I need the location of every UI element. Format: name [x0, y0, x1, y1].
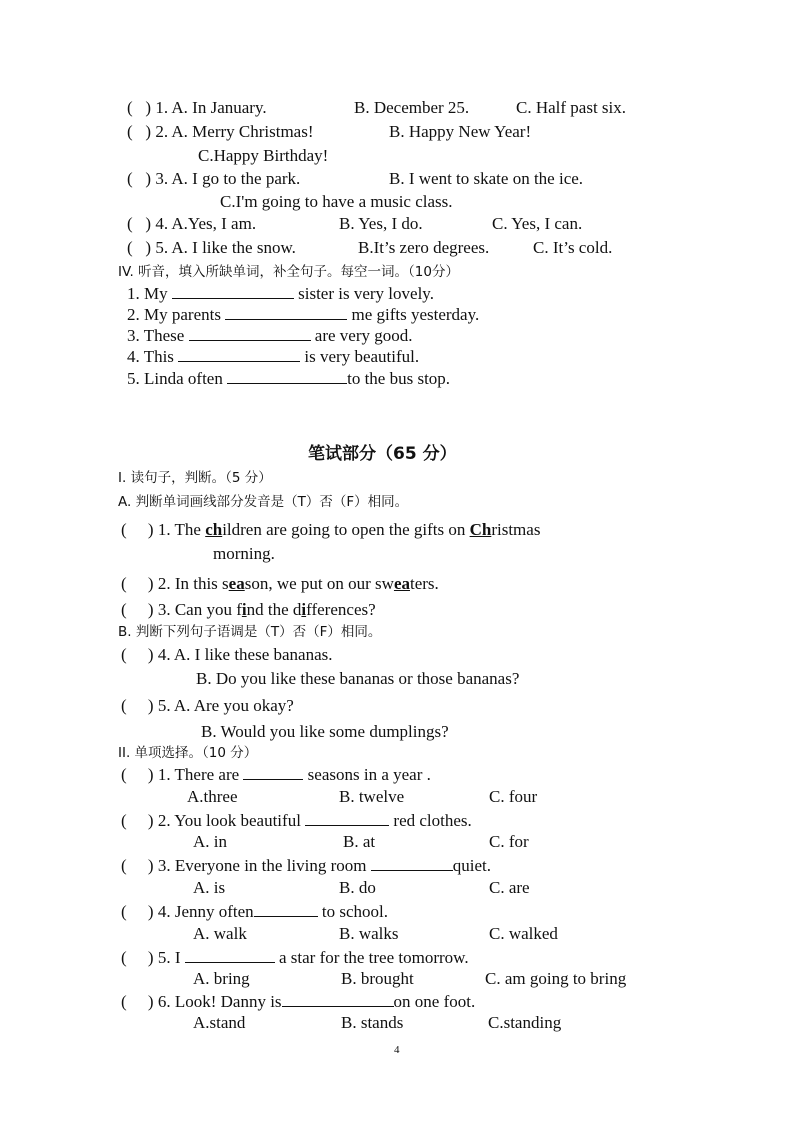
fill-item-1	[127, 283, 434, 304]
fill-item-pre: 5. Linda often	[127, 369, 223, 388]
a1-line1	[121, 520, 540, 540]
answer-blank[interactable]	[227, 368, 347, 384]
q5-option-b: B.It’s zero degrees.	[358, 238, 490, 257]
answer-blank[interactable]	[185, 947, 275, 963]
page-number: 4	[394, 1044, 400, 1056]
fill-item-post: me gifts yesterday.	[351, 305, 480, 324]
mc2-option-b: B. at	[343, 832, 376, 851]
mc3-option-b: B. do	[339, 878, 376, 897]
mc6-option-b: B. stands	[341, 1013, 404, 1032]
a3-text: nd the d	[246, 600, 302, 619]
section2-heading: II. 单项选择。（10 分）	[118, 745, 258, 761]
underlined-part: ea	[393, 574, 410, 593]
fill-item-3	[127, 325, 413, 346]
sectionB-heading: B. 判断下列句子语调是（T）否（F）相同。	[118, 624, 382, 640]
a3-text: fferences?	[306, 600, 376, 619]
q1-option-c: C. Half past six.	[516, 98, 627, 117]
fill-item-4	[127, 346, 419, 367]
sectionA-heading: A. 判断单词画线部分发音是（T）否（F）相同。	[118, 494, 409, 510]
mc4-option-a: A. walk	[193, 924, 247, 943]
mc2-option-a: A. in	[193, 832, 227, 851]
mc1-option-a: A.three	[187, 787, 238, 806]
underlined-part: i	[301, 600, 307, 619]
mc-post: on one foot.	[393, 992, 476, 1011]
q5-option-c: C. It’s cold.	[533, 238, 613, 257]
q1-option-b: B. December 25.	[354, 98, 470, 117]
mc4-stem	[121, 901, 388, 922]
mc-pre: ( ) 6. Look! Danny is	[121, 992, 282, 1011]
mc6-option-c: C.standing	[488, 1013, 562, 1032]
mc5-stem	[121, 947, 469, 968]
part4-heading: IV. 听音，填入所缺单词，补全句子。每空一词。（10分）	[118, 264, 459, 280]
q3-stem: ( ) 3. A. I go to the park.	[127, 169, 301, 188]
mc4-option-c: C. walked	[489, 924, 558, 943]
a2-line	[121, 574, 439, 594]
fill-item-5	[127, 368, 450, 389]
fill-item-pre: 4. This	[127, 347, 174, 366]
mc3-stem	[121, 855, 491, 876]
mc6-option-a: A.stand	[193, 1013, 246, 1032]
q4-option-c: C. Yes, I can.	[492, 214, 583, 233]
underlined-part: Ch	[469, 520, 492, 539]
answer-blank[interactable]	[225, 304, 347, 320]
fill-item-post: to the bus stop.	[347, 369, 451, 388]
answer-blank[interactable]	[254, 901, 318, 917]
mc-post: a star for the tree tomorrow.	[278, 948, 469, 967]
q2-option-c: C.Happy Birthday!	[198, 146, 329, 165]
q3-option-c: C.I'm going to have a music class.	[220, 192, 453, 211]
b4-line2: B. Do you like these bananas or those bananas?	[196, 669, 520, 688]
a3-line	[121, 600, 376, 620]
q2-stem: ( ) 2. A. Merry Christmas!	[127, 122, 314, 141]
a3-text: ( ) 3. Can you f	[121, 600, 242, 619]
fill-item-post: are very good.	[314, 326, 413, 345]
mc-post: red clothes.	[393, 811, 472, 830]
mc1-option-b: B. twelve	[339, 787, 405, 806]
mc-pre: ( ) 1. There are	[121, 765, 240, 784]
fill-item-pre: 2. My parents	[127, 305, 221, 324]
mc2-stem	[121, 810, 472, 831]
answer-blank[interactable]	[282, 991, 394, 1007]
q4-option-b: B. Yes, I do.	[339, 214, 423, 233]
b4-line1: ( ) 4. A. I like these bananas.	[121, 645, 333, 664]
mc-post: quiet.	[452, 856, 492, 875]
mc-pre: ( ) 2. You look beautiful	[121, 811, 301, 830]
mc4-option-b: B. walks	[339, 924, 399, 943]
underlined-part: ch	[205, 520, 223, 539]
mc5-option-a: A. bring	[193, 969, 250, 988]
fill-item-post: sister is very lovely.	[298, 284, 434, 303]
mc-pre: ( ) 3. Everyone in the living room	[121, 856, 367, 875]
a2-text: son, we put on our sw	[244, 574, 394, 593]
fill-item-pre: 3. These	[127, 326, 185, 345]
fill-item-post: is very beautiful.	[304, 347, 420, 366]
answer-blank[interactable]	[243, 764, 303, 780]
a2-text: ( ) 2. In this s	[121, 574, 229, 593]
mc1-option-c: C. four	[489, 787, 538, 806]
a2-text: ters.	[409, 574, 439, 593]
a1-text: ristmas	[491, 520, 541, 539]
written-section-title: 笔试部分（65 分）	[308, 444, 457, 464]
a1-text: ( ) 1. The	[121, 520, 206, 539]
answer-blank[interactable]	[371, 855, 453, 871]
mc-post: to school.	[321, 902, 389, 921]
a1-text: ildren are going to open the gifts on	[222, 520, 470, 539]
q4-stem: ( ) 4. A.Yes, I am.	[127, 214, 257, 233]
mc3-option-a: A. is	[193, 878, 226, 897]
mc5-option-c: C. am going to bring	[485, 969, 627, 988]
mc2-option-c: C. for	[489, 832, 529, 851]
b5-line2: B. Would you like some dumplings?	[201, 722, 449, 741]
answer-blank[interactable]	[305, 810, 389, 826]
q2-option-b: B. Happy New Year!	[389, 122, 532, 141]
b5-line1: ( ) 5. A. Are you okay?	[121, 696, 294, 715]
fill-item-pre: 1. My	[127, 284, 168, 303]
underlined-part: ea	[228, 574, 245, 593]
mc3-option-c: C. are	[489, 878, 530, 897]
a1-line2: morning.	[213, 544, 275, 563]
fill-item-2	[127, 304, 479, 325]
mc-pre: ( ) 5. I	[121, 948, 181, 967]
answer-blank[interactable]	[189, 325, 311, 341]
q3-option-b: B. I went to skate on the ice.	[389, 169, 584, 188]
q1-stem: ( ) 1. A. In January.	[127, 98, 267, 117]
mc6-stem	[121, 991, 475, 1012]
mc1-stem	[121, 764, 431, 785]
mc-post: seasons in a year .	[307, 765, 431, 784]
section1-heading: I. 读句子，判断。（5 分）	[118, 470, 272, 486]
underlined-part: i	[241, 600, 247, 619]
mc-pre: ( ) 4. Jenny often	[121, 902, 254, 921]
q5-stem: ( ) 5. A. I like the snow.	[127, 238, 296, 257]
mc5-option-b: B. brought	[341, 969, 414, 988]
answer-blank[interactable]	[172, 283, 294, 299]
answer-blank[interactable]	[178, 346, 300, 362]
